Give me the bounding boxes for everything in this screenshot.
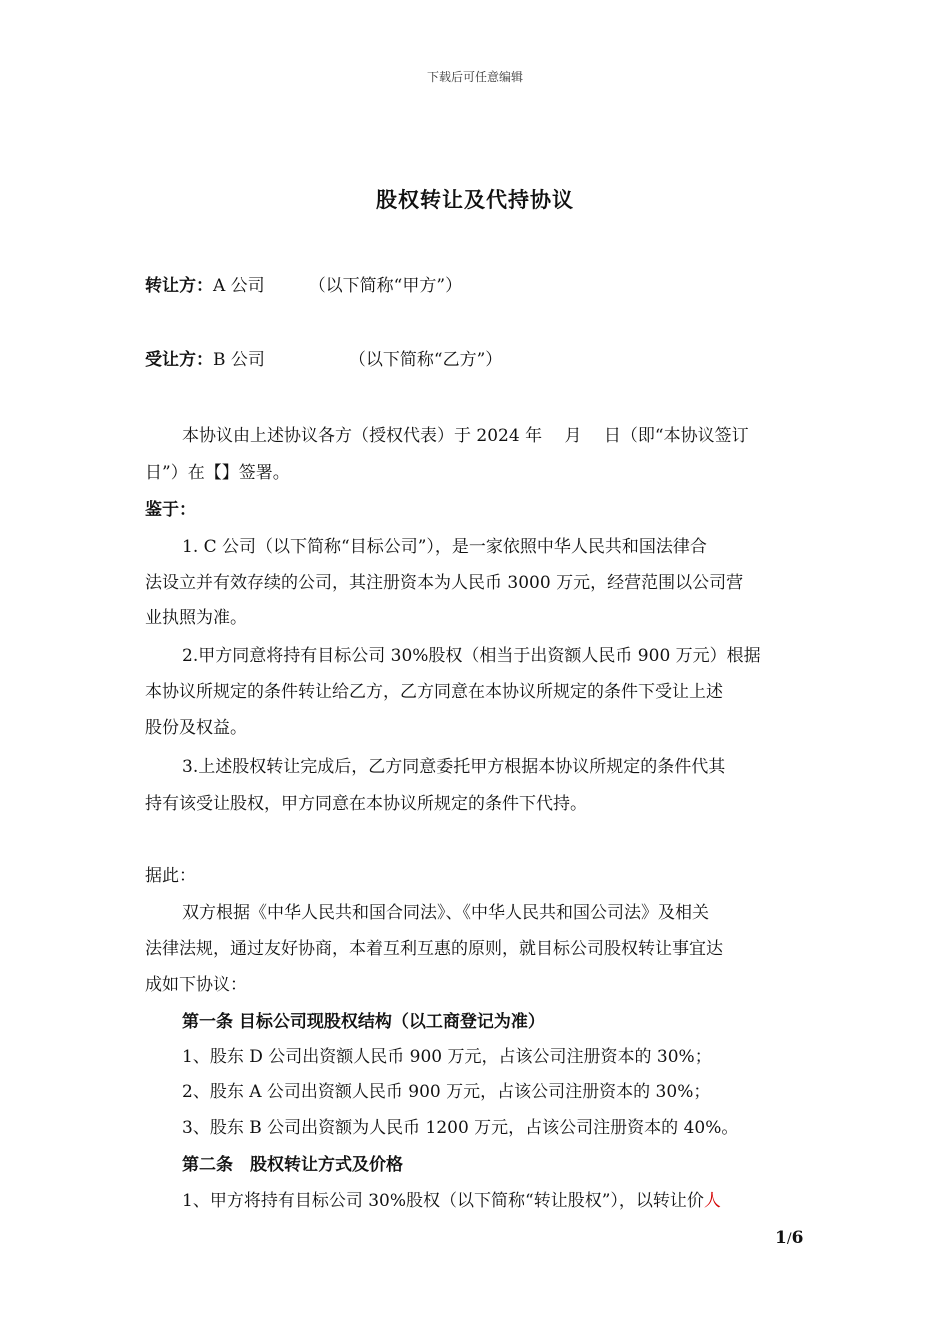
intro-line-1: 本协议由上述协议各方（授权代表）于 2024 年 月 日（即“本协议签订 bbox=[182, 426, 749, 446]
accordingly-heading: 据此： bbox=[145, 866, 196, 886]
transferor-label: 转让方： bbox=[145, 276, 213, 296]
transferee-value: B 公司 bbox=[213, 350, 265, 370]
transferor-value: A 公司 bbox=[213, 276, 265, 296]
whereas-heading: 鉴于： bbox=[145, 500, 196, 520]
whereas-3-line-1: 3.上述股权转让完成后，乙方同意委托甲方根据本协议所规定的条件代其 bbox=[182, 757, 726, 777]
page-total: 6 bbox=[791, 1228, 804, 1248]
header-note: 下载后可任意编辑 bbox=[426, 70, 523, 84]
article-2-title: 第二条 股权转让方式及价格 bbox=[182, 1155, 403, 1175]
article-2-item-1 bbox=[182, 1189, 810, 1213]
article-2-item-1-text: 1、甲方将持有目标公司 30%股权（以下简称“转让股权”），以转让价 bbox=[182, 1191, 704, 1211]
intro-line-2: 日”）在【】签署。 bbox=[145, 463, 290, 483]
transferee-line bbox=[145, 348, 810, 372]
transferee-label: 受让方： bbox=[145, 350, 213, 370]
transferor-line bbox=[145, 274, 810, 298]
whereas-1-line-1: 1. C 公司（以下简称“目标公司”），是一家依照中华人民共和国法律合 bbox=[182, 537, 707, 557]
article-1-title: 第一条 目标公司现股权结构（以工商登记为准） bbox=[182, 1012, 545, 1032]
page-current: 1 bbox=[775, 1228, 787, 1248]
whereas-3-line-2: 持有该受让股权，甲方同意在本协议所规定的条件下代持。 bbox=[145, 794, 587, 814]
basis-line-3: 成如下协议： bbox=[145, 975, 247, 995]
transferor-alias: （以下简称“甲方”） bbox=[308, 276, 463, 296]
article-1-item-2: 2、股东 A 公司出资额人民币 900 万元，占该公司注册资本的 30%； bbox=[182, 1082, 711, 1102]
article-1-item-1: 1、股东 D 公司出资额人民币 900 万元，占该公司注册资本的 30%； bbox=[182, 1047, 712, 1067]
document-title: 股权转让及代持协议 bbox=[376, 187, 574, 212]
page-separator: / bbox=[786, 1231, 792, 1247]
whereas-1-line-3: 业执照为准。 bbox=[145, 608, 247, 628]
page-number bbox=[775, 1228, 803, 1248]
basis-line-1: 双方根据《中华人民共和国合同法》、《中华人民共和国公司法》及相关 bbox=[182, 903, 709, 923]
article-1-item-3: 3、股东 B 公司出资额为人民币 1200 万元，占该公司注册资本的 40%。 bbox=[182, 1118, 739, 1138]
whereas-2-line-1: 2.甲方同意将持有目标公司 30%股权（相当于出资额人民币 900 万元）根据 bbox=[182, 646, 761, 666]
whereas-2-line-3: 股份及权益。 bbox=[145, 718, 247, 738]
article-2-item-1-highlight: 人 bbox=[703, 1191, 721, 1211]
whereas-2-line-2: 本协议所规定的条件转让给乙方，乙方同意在本协议所规定的条件下受让上述 bbox=[145, 682, 723, 702]
transferee-alias: （以下简称“乙方”） bbox=[348, 350, 503, 370]
basis-line-2: 法律法规，通过友好协商，本着互利互惠的原则，就目标公司股权转让事宜达 bbox=[145, 939, 723, 959]
whereas-1-line-2: 法设立并有效存续的公司，其注册资本为人民币 3000 万元，经营范围以公司营 bbox=[145, 573, 744, 593]
